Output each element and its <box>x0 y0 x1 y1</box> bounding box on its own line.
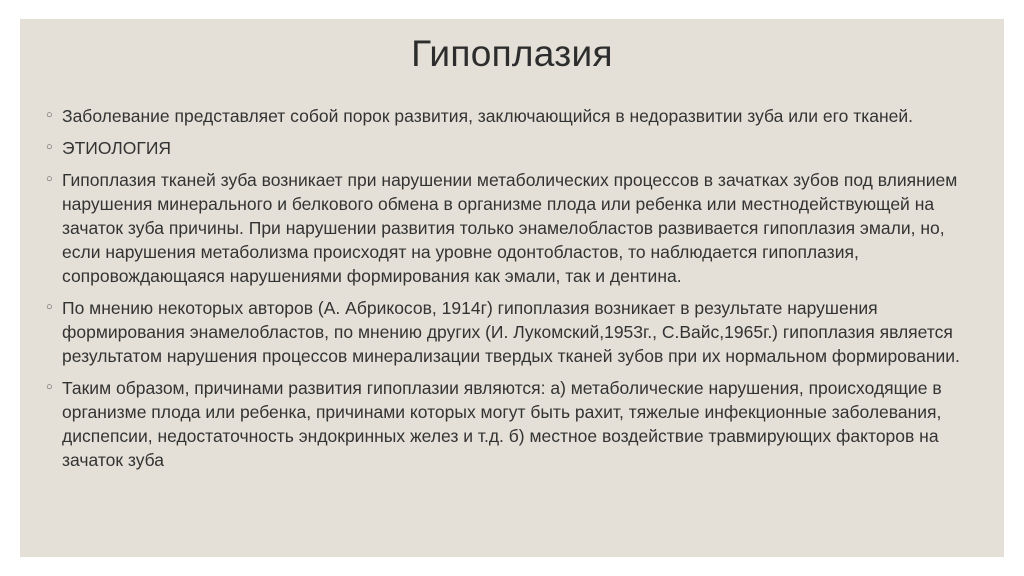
list-item-text: По мнению некоторых авторов (А. Абрикосов, 1914г) гипоплазия возникает в результате нарушения формирования энамелобластов, по мнению других (И. Лукомский,1953г., С.Вайс,1965г.) гипоплазия является результатом нарушения процессов минерализации твердых тканей зубов при их нормальном формировании. <box>62 298 960 366</box>
list-item-text: Гипоплазия тканей зуба возникает при нарушении метаболических процессов в зачатках зубов под влиянием нарушения минерального и белкового обмена в организме плода или ребенка или местнодействующей на зачаток зуба причины. При нарушении развития только энамелобластов развивается гипоплазия эмали, но, если нарушения метаболизма происходят на уровне одонтобластов, то наблюдается гипоплазия, сопровождающаяся нарушениями формирования как эмали, так и дентина. <box>62 170 958 286</box>
bullet-circle-icon: ○ <box>46 173 53 185</box>
list-item <box>46 104 976 128</box>
list-item <box>46 296 976 368</box>
slide <box>20 19 1004 557</box>
bullet-circle-icon: ○ <box>46 109 53 121</box>
list-item-text: Заболевание представляет собой порок развития, заключающийся в недоразвитии зуба или его тканей. <box>62 106 914 126</box>
list-item <box>46 168 976 288</box>
list-item <box>46 136 976 160</box>
bullet-list <box>46 104 976 480</box>
bullet-circle-icon: ○ <box>46 141 53 153</box>
list-item-text: ЭТИОЛОГИЯ <box>62 138 172 158</box>
list-item-text: Таким образом, причинами развития гипоплазии являются: а) метаболические нарушения, происходящие в организме плода или ребенка, причинами которых могут быть рахит, тяжелые инфекционные заболевания, диспепсии, недостаточность эндокринных желез и т.д. б) местное воздействие травмирующих факторов на зачаток зуба <box>62 378 942 470</box>
list-item <box>46 376 976 472</box>
bullet-circle-icon: ○ <box>46 381 53 393</box>
bullet-circle-icon: ○ <box>46 301 53 313</box>
slide-title: Гипоплазия <box>411 33 613 74</box>
